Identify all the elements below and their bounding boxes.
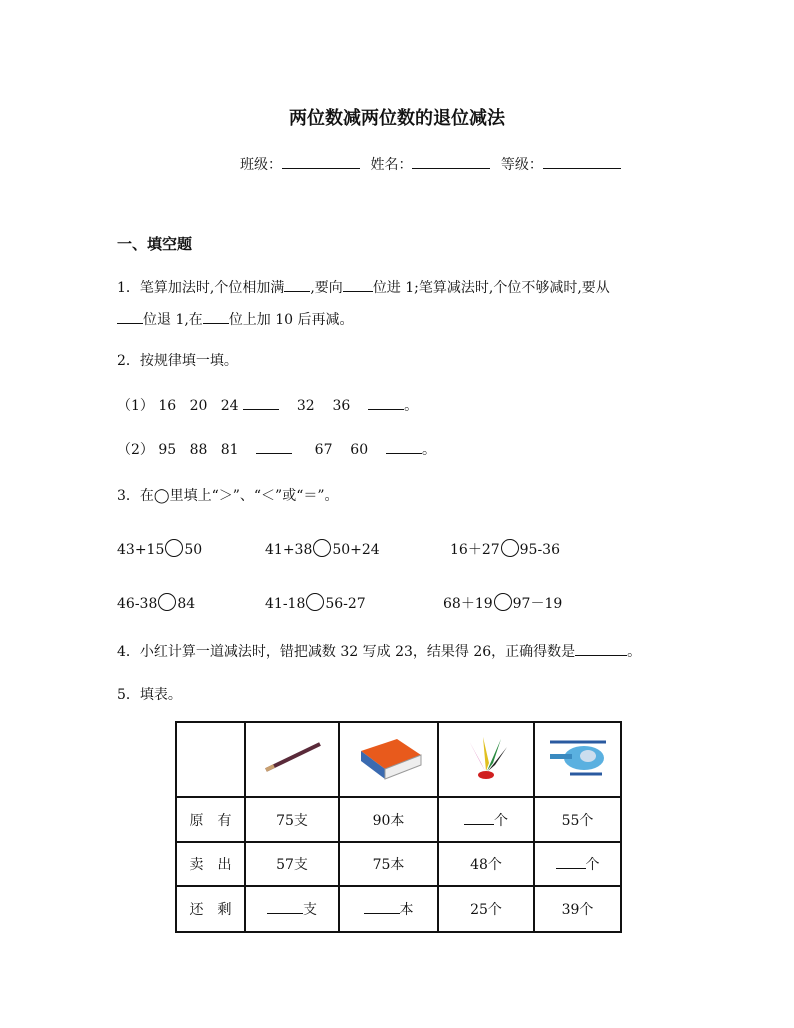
- expr-right: 97－19: [512, 596, 563, 612]
- student-info: [240, 154, 621, 174]
- compare-item: [450, 539, 560, 559]
- answer-blank[interactable]: [284, 279, 310, 292]
- table-cell: 48个: [438, 842, 534, 886]
- unit: 个: [585, 857, 600, 873]
- row-label: （2）: [117, 442, 154, 458]
- period: 。: [627, 644, 642, 660]
- table-cell: [245, 886, 339, 932]
- unit: 本: [399, 902, 414, 918]
- expr-left: 41-18: [265, 596, 306, 612]
- compare-circle[interactable]: [165, 539, 183, 557]
- answer-blank[interactable]: [556, 856, 586, 869]
- compare-circle[interactable]: [501, 539, 519, 557]
- number: 88: [189, 442, 208, 458]
- period: 。: [404, 398, 419, 414]
- number: 36: [332, 398, 351, 414]
- question-3: 3．在◯里填上“＞”、“＜”或“＝”。: [117, 488, 339, 504]
- answer-blank[interactable]: [343, 279, 373, 292]
- expr-right: 56-27: [325, 596, 366, 612]
- table-cell: [534, 842, 621, 886]
- compare-item: [265, 593, 366, 612]
- expr-right: 84: [177, 596, 196, 612]
- compare-circle[interactable]: [313, 539, 331, 557]
- table-row: [176, 886, 621, 932]
- number: 32: [296, 398, 315, 414]
- table-cell: 75支: [245, 797, 339, 842]
- compare-item: [443, 593, 562, 613]
- table-cell: [339, 886, 438, 932]
- compare-circle[interactable]: [494, 593, 512, 611]
- number: 16: [158, 398, 177, 414]
- fill-table: [175, 721, 622, 933]
- period: 。: [421, 442, 436, 458]
- answer-blank[interactable]: [256, 441, 292, 454]
- name-label: 姓名：: [370, 157, 413, 173]
- q1-text: ,要向: [310, 280, 343, 296]
- book-icon: [339, 722, 438, 797]
- row-label: 卖 出: [176, 842, 245, 886]
- number: 60: [350, 442, 369, 458]
- table-row: [176, 797, 621, 842]
- grade-label: 等级：: [500, 157, 543, 173]
- table-cell: 55个: [534, 797, 621, 842]
- corner-cell: [176, 722, 245, 797]
- question-1-line2: [117, 309, 354, 329]
- unit: 支: [303, 902, 317, 918]
- q1-text: 位上加 10 后再减。: [228, 312, 354, 328]
- answer-blank[interactable]: [364, 901, 400, 914]
- expr-left: 43+15: [117, 542, 165, 558]
- number: 81: [220, 442, 239, 458]
- answer-blank[interactable]: [575, 643, 627, 656]
- answer-blank[interactable]: [243, 397, 279, 410]
- number: 24: [220, 398, 239, 414]
- question-2: 2．按规律填一填。: [117, 353, 238, 369]
- helicopter-icon: [534, 722, 621, 797]
- expr-left: 46-38: [117, 596, 158, 612]
- answer-blank[interactable]: [386, 441, 422, 454]
- grade-blank[interactable]: [543, 156, 621, 169]
- row-label: （1）: [117, 398, 154, 414]
- answer-blank[interactable]: [464, 812, 494, 825]
- class-blank[interactable]: [282, 156, 360, 169]
- table-cell: 25个: [438, 886, 534, 932]
- shuttlecock-icon: [438, 722, 534, 797]
- expr-right: 50: [184, 542, 203, 558]
- row-label: 原 有: [176, 797, 245, 842]
- compare-circle[interactable]: [306, 593, 324, 611]
- question-1-line1: [117, 277, 610, 297]
- compare-item: [117, 593, 195, 612]
- q4-text: 4．小红计算一道减法时，错把减数 32 写成 23，结果得 26，正确得数是: [117, 644, 576, 660]
- sequence-row-1: [117, 395, 418, 415]
- expr-right: 50+24: [332, 542, 380, 558]
- table-cell: 90本: [339, 797, 438, 842]
- question-4: [117, 641, 641, 661]
- table-cell: [438, 797, 534, 842]
- q1-text: 位退 1,在: [143, 312, 203, 328]
- expr-left: 41+38: [265, 542, 313, 558]
- table-cell: 39个: [534, 886, 621, 932]
- answer-blank[interactable]: [117, 311, 143, 324]
- q1-text: 位进 1;笔算减法时,个位不够减时,要从: [372, 280, 610, 296]
- question-5: 5．填表。: [117, 687, 182, 703]
- expr-right: 95-36: [519, 542, 560, 558]
- table-row: [176, 842, 621, 886]
- class-label: 班级：: [240, 157, 282, 173]
- expr-left: 16＋27: [450, 542, 500, 558]
- number: 95: [158, 442, 177, 458]
- compare-item: [265, 539, 380, 558]
- table-header-row: [176, 722, 621, 797]
- compare-circle[interactable]: [158, 593, 176, 611]
- row-label: 还 剩: [176, 886, 245, 932]
- answer-blank[interactable]: [368, 397, 404, 410]
- answer-blank[interactable]: [267, 901, 303, 914]
- name-blank[interactable]: [412, 156, 490, 169]
- page-title: 两位数减两位数的退位减法: [289, 108, 505, 129]
- unit: 个: [494, 812, 508, 829]
- compare-item: [117, 539, 202, 558]
- section-heading: 一、填空题: [117, 235, 193, 253]
- number: 20: [189, 398, 208, 414]
- answer-blank[interactable]: [203, 311, 229, 324]
- expr-left: 68＋19: [443, 596, 493, 612]
- pencil-icon: [245, 722, 339, 797]
- table-cell: 57支: [245, 842, 339, 886]
- table-cell: 75本: [339, 842, 438, 886]
- sequence-row-2: [117, 439, 436, 459]
- q1-text: 1．笔算加法时,个位相加满: [117, 280, 285, 296]
- number: 67: [314, 442, 333, 458]
